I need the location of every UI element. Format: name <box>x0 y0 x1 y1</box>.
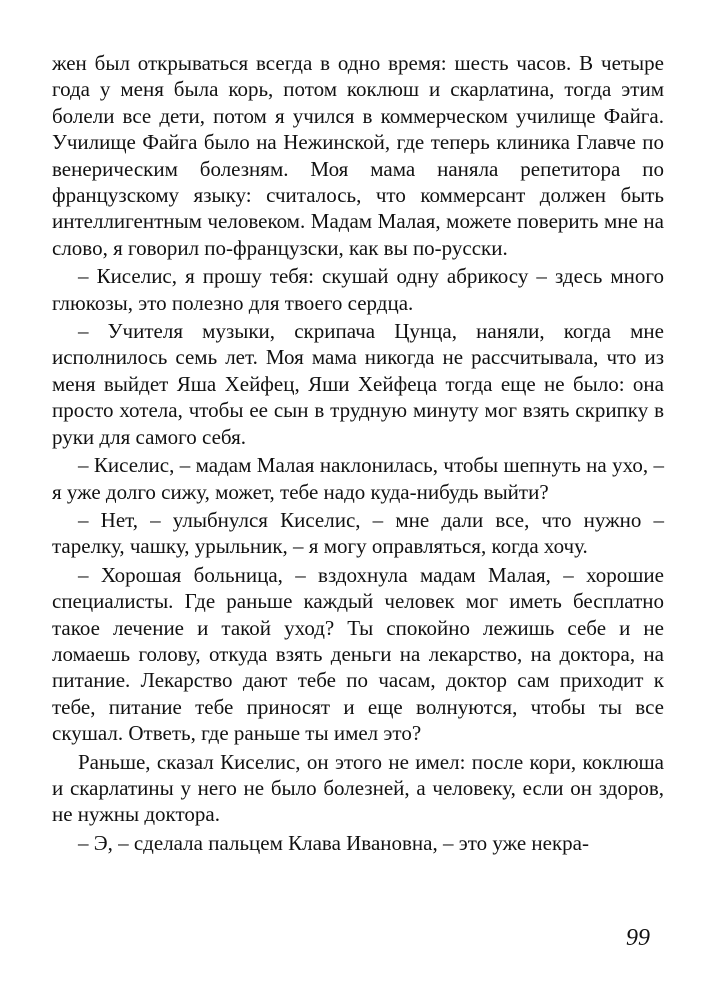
page-body <box>52 50 664 858</box>
paragraph-narration: Раньше, сказал Киселис, он этого не имел: после кори, коклюша и скарлатины у него не было болезней, а человеку, если он здоров, не нужны доктора. <box>52 749 664 827</box>
paragraph-continuation: жен был открываться всегда в одно время: шесть часов. В четыре года у меня была корь, потом коклюш и скарлатина, тогда этим болели все дети, потом я учился в коммерческом училище Файга. Училище Файга было на Нежинской, где теперь клиника Главче по венерическим болезням. Моя мама наняла репетитора по французскому языку: считалось, что коммерсант должен быть интеллигентным человеком. Мадам Малая, можете поверить мне на слово, я говорил по-французски, как вы по-русски. <box>52 51 664 260</box>
paragraph-dialogue: – Киселис, – мадам Малая наклонилась, чтобы шепнуть на ухо, – я уже долго сижу, может, тебе надо куда-нибудь выйти? <box>52 453 664 504</box>
paragraph-dialogue: – Учителя музыки, скрипача Цунца, наняли, когда мне исполнилось семь лет. Моя мама никогда не рассчитывала, что из меня выйдет Яша Хейфец, Яши Хейфеца тогда еще не было: она просто хотела, чтобы ее сын в трудную минуту мог взять скрипку в руки для самого себя. <box>52 319 664 449</box>
paragraph-dialogue: – Киселис, я прошу тебя: скушай одну абрикосу – здесь много глюкозы, это полезно для твоего сердца. <box>52 264 664 315</box>
paragraph-dialogue: – Э, – сделала пальцем Клава Ивановна, – это уже некра- <box>78 830 589 855</box>
paragraph-dialogue: – Хорошая больница, – вздохнула мадам Малая, – хорошие специалисты. Где раньше каждый человек мог иметь бесплатно такое лечение и такой уход? Ты спокойно лежишь себе и не ломаешь голову, откуда взять деньги на лекарство, на доктора, на питание. Лекарство дают тебе по часам, доктор сам приходит к тебе, питание тебе приносят и еще волнуются, чтобы ты все скушал. Ответь, где раньше ты имел это? <box>52 562 664 746</box>
paragraph-dialogue: – Нет, – улыбнулся Киселис, – мне дали все, что нужно – тарелку, чашку, урыльник, – я могу оправляться, когда хочу. <box>52 507 664 559</box>
page-number: 99 <box>626 925 650 951</box>
